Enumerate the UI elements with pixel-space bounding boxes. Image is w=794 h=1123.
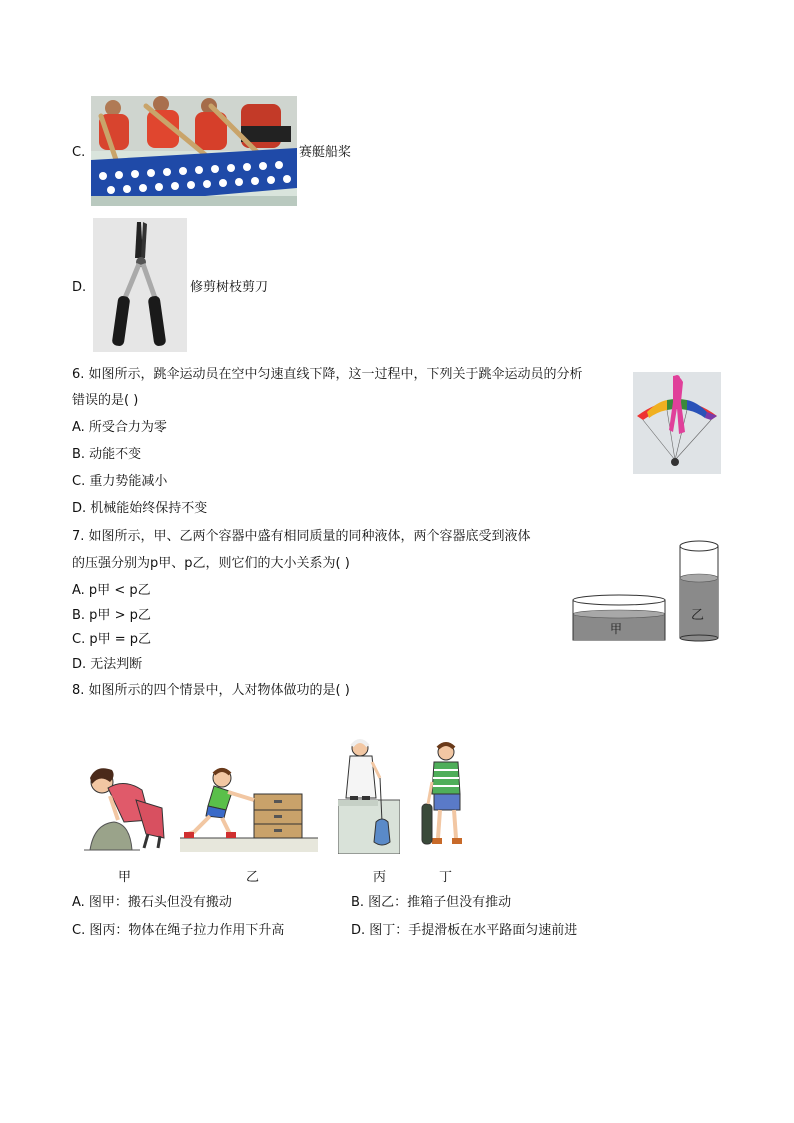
- q8-option-a: A. 图甲：搬石头但没有搬动: [72, 895, 232, 910]
- q6-option-a: A. 所受合力为零: [72, 420, 167, 435]
- q5-option-d-letter: D.: [72, 280, 87, 295]
- q7-option-a: A. p甲 < p乙: [72, 583, 151, 598]
- q5-option-d-caption: 修剪树枝剪刀: [190, 280, 269, 295]
- two-containers-diagram: [570, 534, 722, 644]
- q8-option-d: D. 图丁：手提滑板在水平路面匀速前进: [351, 923, 578, 938]
- container-jia-label: 甲: [610, 622, 623, 636]
- q6-stem-line1: 6. 如图所示，跳伞运动员在空中匀速直线下降，这一过程中，下列关于跳伞运动员的分析: [72, 367, 583, 382]
- rowing-oars-photo: [91, 96, 297, 206]
- q6-option-b: B. 动能不变: [72, 447, 142, 462]
- scene-jia-lifting-stone: [80, 760, 172, 852]
- q5-option-c-letter: C.: [72, 145, 86, 160]
- scene-bing-rope-lift: [338, 738, 400, 854]
- scene-label-ding: 丁: [439, 870, 453, 885]
- scene-yi-pushing-box: [180, 766, 318, 854]
- q7-option-c: C. p甲 = p乙: [72, 632, 152, 647]
- scene-label-bing: 丙: [373, 870, 387, 885]
- q5-option-c-caption: 赛艇船桨: [299, 145, 352, 160]
- q7-stem-line2: 的压强分别为p甲、p乙，则它们的大小关系为( ): [72, 556, 350, 571]
- container-yi-label: 乙: [691, 608, 705, 623]
- scene-label-yi: 乙: [246, 870, 260, 885]
- q6-option-d: D. 机械能始终保持不变: [72, 501, 208, 516]
- q7-option-b: B. p甲 > p乙: [72, 608, 151, 623]
- q8-stem: 8. 如图所示的四个情景中，人对物体做功的是( ): [72, 683, 350, 698]
- scene-ding-carrying-skateboard: [418, 742, 470, 854]
- q8-option-b: B. 图乙：推箱子但没有推动: [351, 895, 512, 910]
- scene-label-jia: 甲: [118, 870, 132, 885]
- parachutist-photo: [633, 372, 721, 474]
- pruning-shears-photo: [93, 218, 187, 352]
- q6-option-c: C. 重力势能减小: [72, 474, 168, 489]
- q6-stem-line2: 错误的是( ): [72, 393, 139, 408]
- q7-option-d: D. 无法判断: [72, 657, 143, 672]
- q8-option-c: C. 图丙：物体在绳子拉力作用下升高: [72, 923, 285, 938]
- q7-stem-line1: 7. 如图所示，甲、乙两个容器中盛有相同质量的同种液体，两个容器底受到液体: [72, 529, 531, 544]
